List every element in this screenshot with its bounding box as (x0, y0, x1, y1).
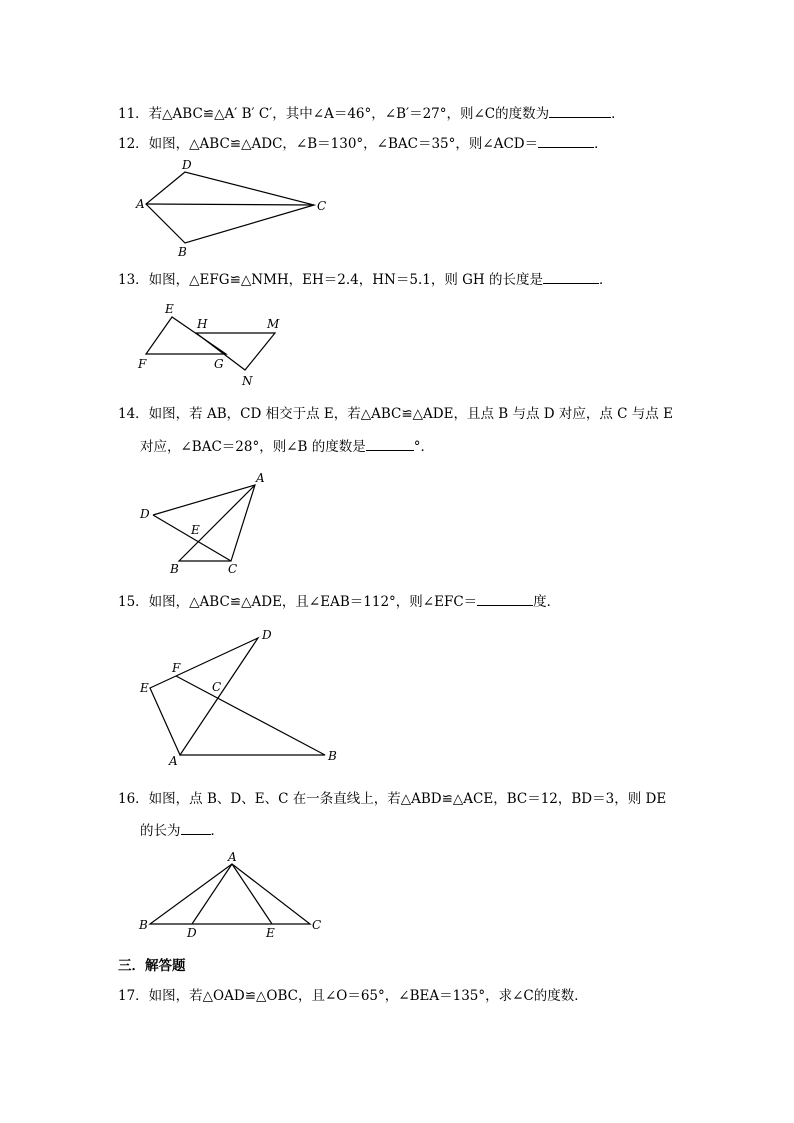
label-f: F (172, 661, 181, 675)
figure-14-lines (153, 485, 255, 561)
label-c: C (212, 680, 222, 694)
answer-blank[interactable] (477, 591, 533, 606)
label-a: A (169, 754, 178, 768)
question-16-line-2: 的长为 ． (140, 820, 224, 841)
diagonal-ac (146, 204, 314, 205)
question-17: 17．如图，若△OAD≌△OBC，且∠O＝65°，∠BEA＝135°，求∠C的度数． (118, 988, 588, 1004)
triangle-ade (150, 638, 258, 755)
label-a: A (136, 197, 145, 211)
segment-ad (192, 864, 232, 924)
segment-ae (232, 864, 272, 924)
label-m: M (267, 317, 280, 331)
label-d: D (140, 507, 150, 521)
segment-dc (153, 515, 231, 561)
label-b: B (139, 918, 148, 932)
label-c: C (312, 918, 322, 932)
label-c: C (228, 562, 238, 576)
figure-12 (130, 155, 340, 265)
label-h: H (197, 317, 208, 331)
answer-blank[interactable] (181, 820, 211, 835)
answer-blank[interactable] (366, 436, 414, 451)
figure-13 (130, 295, 290, 390)
quadrilateral-abcd (146, 172, 314, 243)
label-e: E (191, 523, 200, 537)
label-e: E (266, 926, 275, 940)
triangle-nmh (196, 333, 275, 370)
label-e: E (165, 302, 174, 316)
label-a: A (256, 471, 265, 485)
question-15: 15．如图，△ABC≌△ADE，且∠EAB＝112°，则∠EFC＝ 度． (118, 591, 560, 612)
label-a: A (228, 850, 237, 864)
question-14-line-1: 14．如图，若 AB，CD 相交于点 E，若△ABC≌△ADE，且点 B 与点 D 对应，点 C 与点 E (118, 406, 673, 422)
figure-16 (130, 848, 330, 940)
label-f: F (138, 357, 147, 371)
answer-blank[interactable] (538, 133, 594, 148)
label-d: D (262, 628, 272, 642)
answer-blank[interactable] (543, 269, 599, 284)
triangle-abc-sides (176, 676, 325, 755)
label-c: C (317, 199, 327, 213)
question-13: 13．如图，△EFG≌△NMH，EH＝2.4，HN＝5.1，则 GH 的长度是 ． (118, 269, 612, 290)
question-14-line-2: 对应，∠BAC＝28°，则∠B 的度数是 °． (140, 436, 434, 457)
label-d: D (187, 926, 197, 940)
label-n: N (242, 374, 253, 388)
triangle-abc (150, 864, 310, 924)
label-e: E (140, 681, 149, 695)
answer-blank[interactable] (549, 103, 611, 118)
triangle-efg (146, 317, 226, 354)
question-16-line-1: 16．如图，点 B、D、E、C 在一条直线上，若△ABD≌△ACE，BC＝12，BD＝3，则 DE (118, 791, 667, 807)
question-11: 11．若△ABC≌△A′ B′ C′，其中∠A＝46°，∠B′＝27°，则∠C的度数为 ． (118, 103, 625, 124)
label-g: G (214, 357, 224, 371)
label-b: B (328, 749, 337, 763)
label-b: B (178, 245, 187, 259)
label-b: B (170, 562, 179, 576)
figure-14 (130, 465, 280, 580)
question-12: 12．如图，△ABC≌△ADC，∠B＝130°，∠BAC＝35°，则∠ACD＝ ． (118, 133, 608, 154)
section-title: 三．解答题 (118, 958, 186, 974)
figure-15 (130, 620, 350, 770)
label-d: D (182, 158, 192, 172)
